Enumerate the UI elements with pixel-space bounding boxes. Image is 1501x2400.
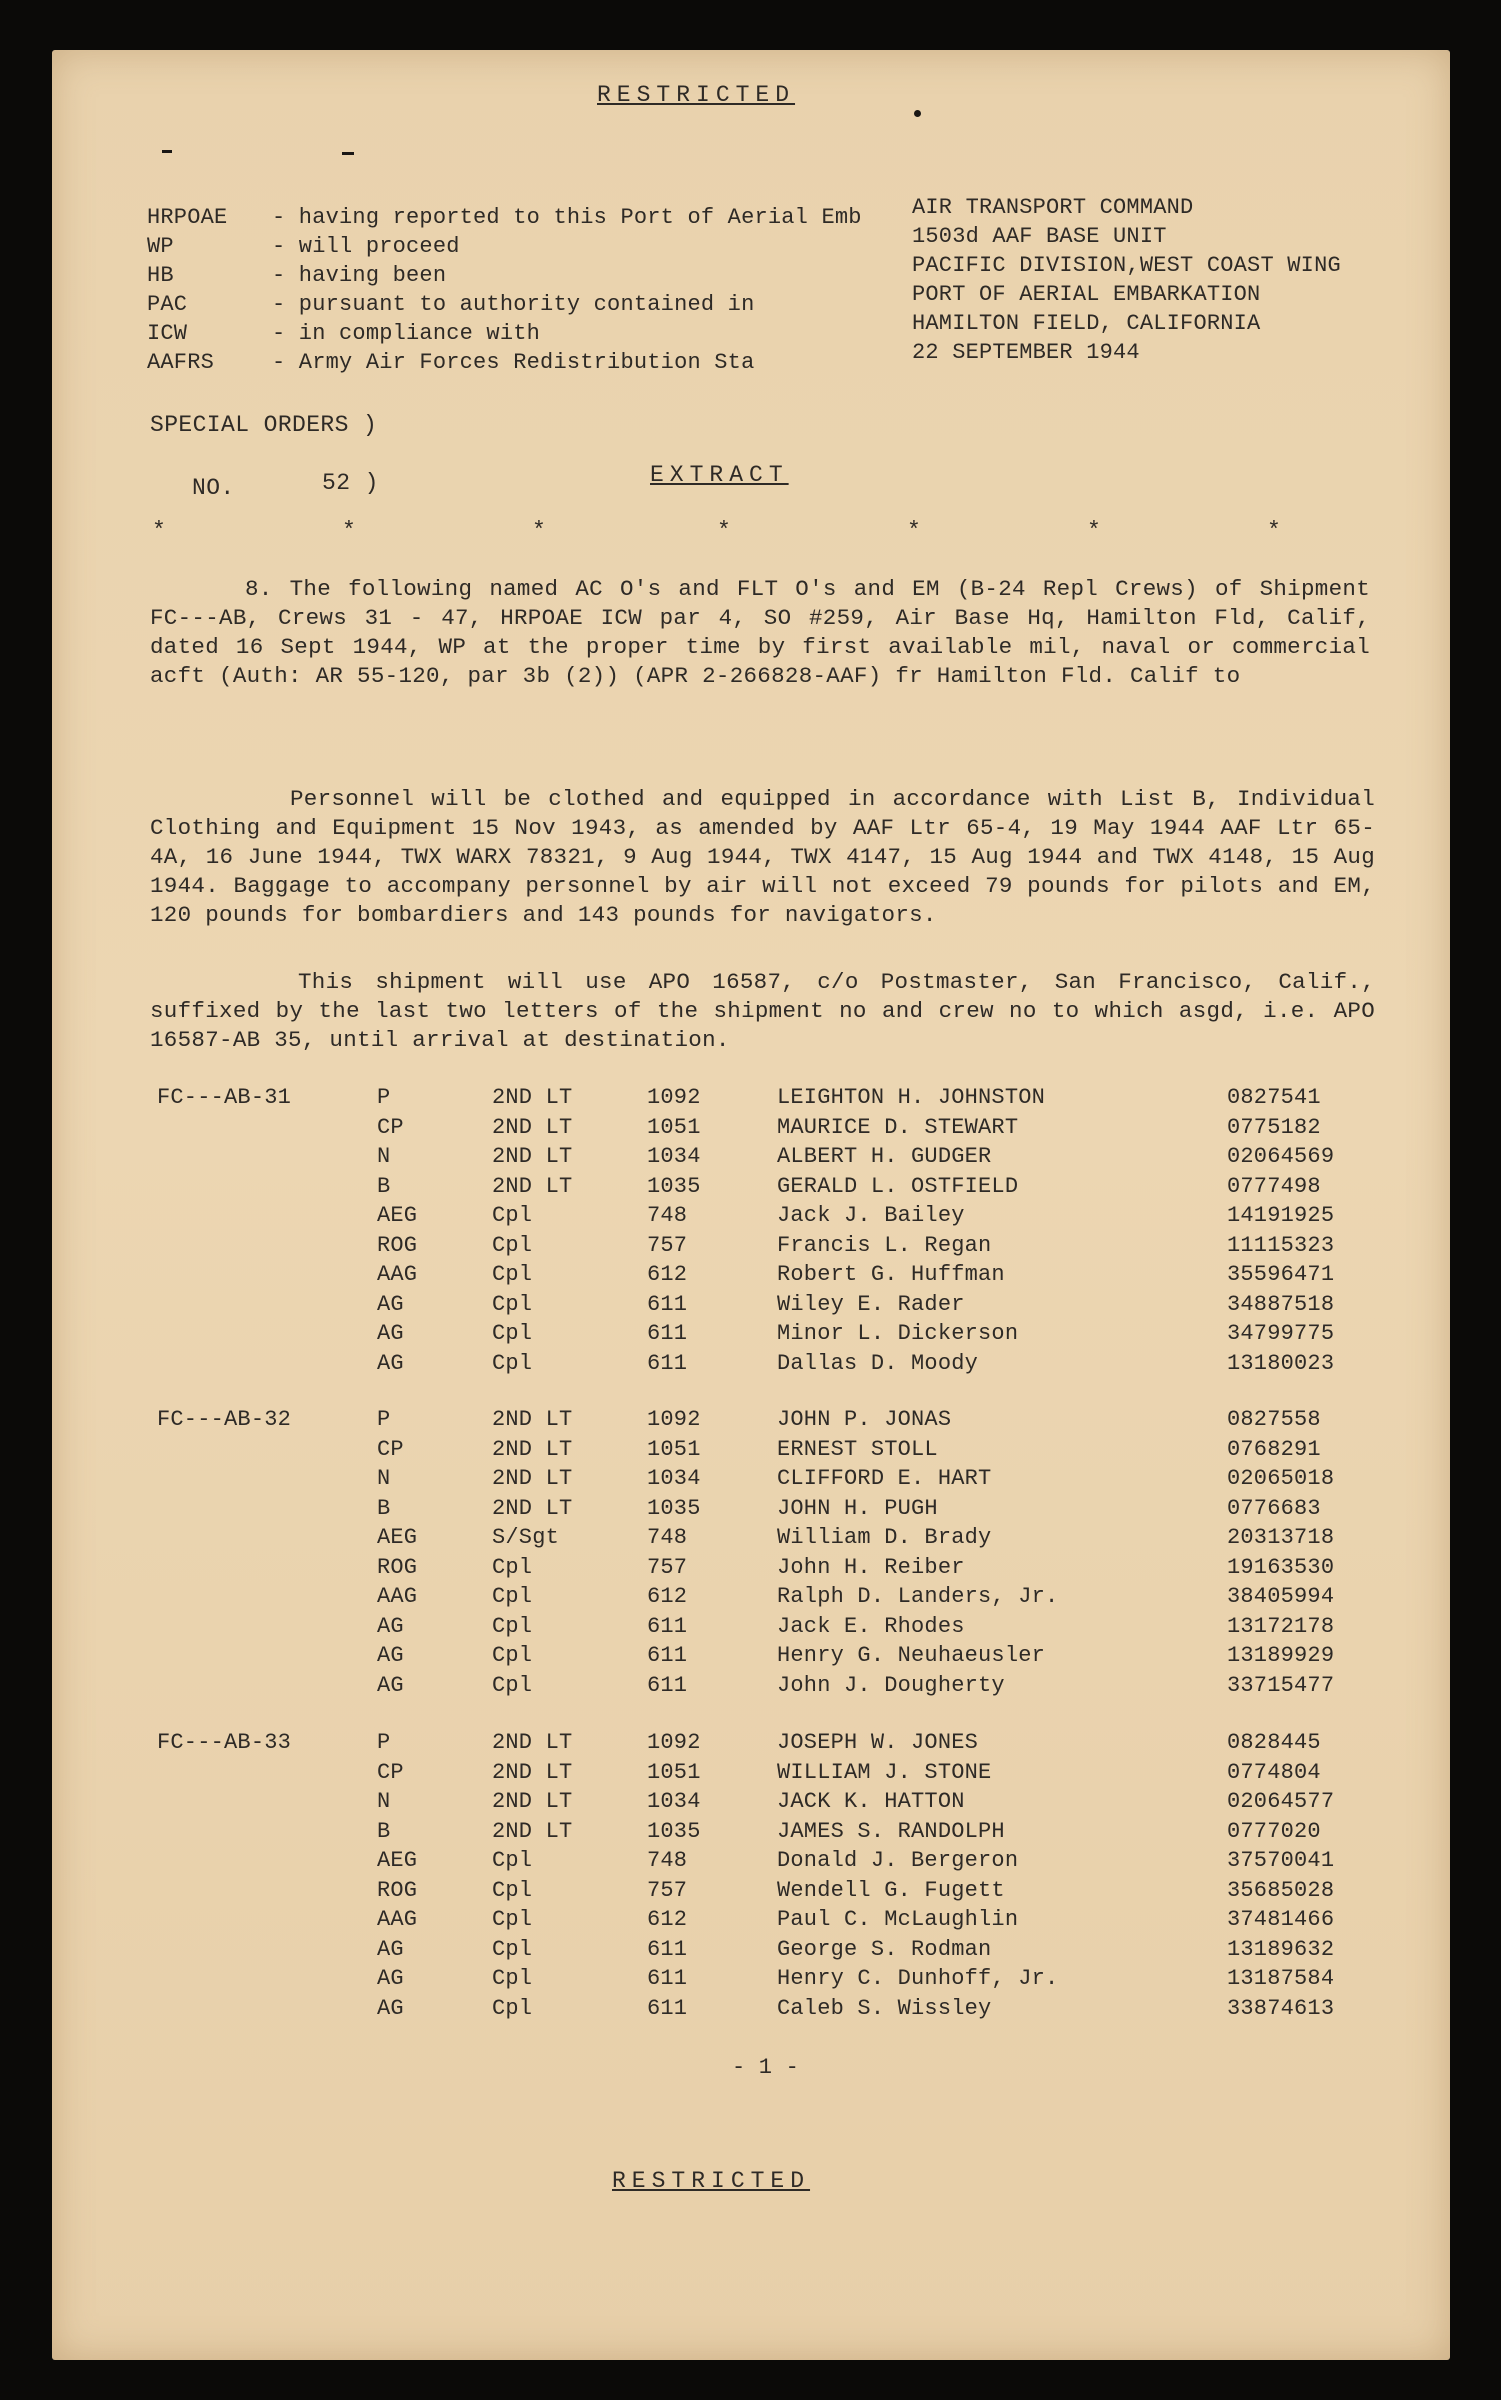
crew-member-rank: 2ND LT bbox=[492, 1759, 573, 1785]
crew-member-rank: 2ND LT bbox=[492, 1789, 573, 1814]
unit-header-line: HAMILTON FIELD, CALIFORNIA bbox=[912, 311, 1261, 336]
crew-member-name: Ralph D. Landers, Jr. bbox=[777, 1584, 1059, 1609]
crew-member-row bbox=[52, 1351, 1450, 1380]
stray-mark bbox=[914, 110, 921, 117]
order-number: 52 ) bbox=[322, 470, 379, 496]
crew-member-pos: AG bbox=[377, 1672, 404, 1698]
crew-member-mos: 611 bbox=[647, 1966, 688, 1991]
paragraph-clothing: Personnel will be clothed and equipped in accordance with List B, Individual Clothing and Equipment 15 Nov 1943, as amended by AAF Ltr 65-4, 19 May 1944 AAF Ltr 65-4A, 16 June 1944, TWX WARX 78321, 9 Aug 1944, TWX 4147, 15 Aug 1944 and TWX 4148, 15 Aug 1944. Baggage to accompany personnel by air will not exceed 79 pounds for pilots and EM, 120 pounds for bombardiers and 143 pounds for navigators. bbox=[150, 786, 1375, 928]
crew-member-pos: AG bbox=[377, 1966, 404, 1991]
crew-member-name: William D. Brady bbox=[777, 1525, 992, 1550]
crew-member-row bbox=[52, 1262, 1450, 1291]
crew-member-serial: 0827541 bbox=[1227, 1085, 1321, 1110]
crew-member-mos: 1035 bbox=[647, 1818, 701, 1844]
crew-member-serial: 33715477 bbox=[1227, 1672, 1335, 1698]
crew-member-rank: 2ND LT bbox=[492, 1144, 573, 1169]
crew-member-row bbox=[52, 1407, 1450, 1436]
crew-member-mos: 612 bbox=[647, 1262, 688, 1287]
crew-member-row bbox=[52, 1730, 1450, 1759]
paragraph-8: 8. The following named AC O's and FLT O's and EM (B-24 Repl Crews) of Shipment FC---AB, Crews 31 - 47, HRPOAE ICW par 4, SO #259, Air Base Hq, Hamilton Fld, Calif, dated 16 Sept 1944, WP at the proper time by first available mil, naval or commercial acft (Auth: AR 55-120, par 3b (2)) (APR 2-266828-AAF) fr Hamilton Fld. Calif to bbox=[150, 576, 1370, 689]
crew-member-rank: 2ND LT bbox=[492, 1085, 573, 1110]
paragraph-apo: This shipment will use APO 16587, c/o Postmaster, San Francisco, Calif., suffixed by the last two letters of the shipment no and crew no to which asgd, i.e. APO 16587-AB 35, until arrival at destination. bbox=[150, 969, 1375, 1053]
crew-member-pos: B bbox=[377, 1173, 391, 1199]
crew-member-rank: 2ND LT bbox=[492, 1173, 573, 1199]
crew-member-row bbox=[52, 1584, 1450, 1613]
crew-member-rank: Cpl bbox=[492, 1907, 533, 1932]
crew-member-mos: 748 bbox=[647, 1525, 688, 1550]
abbreviation-code: HB bbox=[147, 263, 174, 288]
crew-member-row bbox=[52, 1966, 1450, 1995]
crew-member-row bbox=[52, 1848, 1450, 1877]
abbreviation-code: ICW bbox=[147, 321, 188, 346]
crew-member-row bbox=[52, 1115, 1450, 1144]
page-number: - 1 - bbox=[732, 2055, 800, 2080]
extract-heading: EXTRACT bbox=[650, 462, 789, 488]
crew-member-mos: 1035 bbox=[647, 1495, 701, 1521]
star: * bbox=[1087, 518, 1102, 544]
crew-member-mos: 1051 bbox=[647, 1114, 701, 1140]
abbreviation-code: HRPOAE bbox=[147, 205, 228, 230]
abbreviation-code: WP bbox=[147, 234, 174, 259]
crew-member-name: JOSEPH W. JONES bbox=[777, 1730, 979, 1755]
crew-member-rank: Cpl bbox=[492, 1350, 533, 1376]
crew-member-row bbox=[52, 1673, 1450, 1702]
star: * bbox=[1267, 518, 1282, 544]
star: * bbox=[717, 518, 732, 544]
crew-member-pos: P bbox=[377, 1407, 391, 1432]
crew-member-name: WILLIAM J. STONE bbox=[777, 1759, 992, 1785]
crew-member-serial: 02064577 bbox=[1227, 1789, 1335, 1814]
crew-member-name: LEIGHTON H. JOHNSTON bbox=[777, 1085, 1046, 1110]
crew-member-mos: 611 bbox=[647, 1995, 688, 2021]
crew-member-row bbox=[52, 1907, 1450, 1936]
crew-member-name: Caleb S. Wissley bbox=[777, 1995, 992, 2021]
crew-id: FC---AB-32 bbox=[157, 1407, 292, 1432]
crew-member-name: Wendell G. Fugett bbox=[777, 1877, 1005, 1903]
crew-member-pos: CP bbox=[377, 1436, 404, 1462]
crew-member-pos: CP bbox=[377, 1114, 404, 1140]
crew-member-row bbox=[52, 1437, 1450, 1466]
crew-member-pos: N bbox=[377, 1466, 391, 1491]
stray-mark bbox=[342, 152, 354, 155]
crew-member-pos: AAG bbox=[377, 1907, 418, 1932]
crew-member-name: George S. Rodman bbox=[777, 1936, 992, 1962]
crew-member-rank: Cpl bbox=[492, 1995, 533, 2021]
crew-member-row bbox=[52, 1614, 1450, 1643]
crew-member-serial: 0774804 bbox=[1227, 1759, 1321, 1785]
crew-member-rank: 2ND LT bbox=[492, 1818, 573, 1844]
crew-member-name: Dallas D. Moody bbox=[777, 1350, 979, 1376]
crew-member-pos: AG bbox=[377, 1350, 404, 1376]
crew-member-rank: Cpl bbox=[492, 1877, 533, 1903]
unit-header-line: PORT OF AERIAL EMBARKATION bbox=[912, 282, 1261, 307]
stray-mark bbox=[162, 150, 172, 153]
crew-member-rank: Cpl bbox=[492, 1613, 533, 1639]
crew-member-pos: ROG bbox=[377, 1554, 418, 1580]
crew-member-rank: Cpl bbox=[492, 1966, 533, 1991]
crew-member-rank: 2ND LT bbox=[492, 1407, 573, 1432]
crew-member-rank: Cpl bbox=[492, 1936, 533, 1962]
crew-member-rank: Cpl bbox=[492, 1554, 533, 1580]
crew-member-pos: AG bbox=[377, 1936, 404, 1962]
crew-member-pos: B bbox=[377, 1818, 391, 1844]
crew-member-rank: 2ND LT bbox=[492, 1466, 573, 1491]
crew-member-name: GERALD L. OSTFIELD bbox=[777, 1173, 1019, 1199]
crew-member-mos: 612 bbox=[647, 1584, 688, 1609]
crew-member-pos: CP bbox=[377, 1759, 404, 1785]
crew-member-serial: 20313718 bbox=[1227, 1525, 1335, 1550]
crew-member-row bbox=[52, 1203, 1450, 1232]
crew-member-name: JAMES S. RANDOLPH bbox=[777, 1818, 1005, 1844]
crew-member-name: Jack E. Rhodes bbox=[777, 1613, 965, 1639]
crew-member-pos: AG bbox=[377, 1613, 404, 1639]
classification-bottom: RESTRICTED bbox=[612, 2168, 811, 2194]
crew-member-serial: 0768291 bbox=[1227, 1436, 1321, 1462]
crew-member-serial: 37570041 bbox=[1227, 1848, 1335, 1873]
crew-member-mos: 1051 bbox=[647, 1436, 701, 1462]
abbreviation-meaning: - will proceed bbox=[272, 234, 460, 259]
crew-member-serial: 34799775 bbox=[1227, 1321, 1335, 1346]
crew-member-rank: Cpl bbox=[492, 1232, 533, 1258]
crew-member-mos: 757 bbox=[647, 1877, 688, 1903]
crew-member-rank: Cpl bbox=[492, 1203, 533, 1228]
crew-member-serial: 0777498 bbox=[1227, 1173, 1321, 1199]
crew-member-name: Paul C. McLaughlin bbox=[777, 1907, 1019, 1932]
crew-member-pos: AAG bbox=[377, 1262, 418, 1287]
crew-member-mos: 757 bbox=[647, 1554, 688, 1580]
crew-member-row bbox=[52, 1643, 1450, 1672]
crew-member-name: ALBERT H. GUDGER bbox=[777, 1144, 992, 1169]
crew-member-serial: 0777020 bbox=[1227, 1818, 1321, 1844]
special-orders-label: SPECIAL ORDERS ) bbox=[150, 412, 378, 438]
crew-member-rank: Cpl bbox=[492, 1643, 533, 1668]
crew-member-pos: AG bbox=[377, 1321, 404, 1346]
crew-member-serial: 13180023 bbox=[1227, 1350, 1335, 1376]
crew-member-mos: 1034 bbox=[647, 1789, 701, 1814]
crew-member-pos: AEG bbox=[377, 1525, 418, 1550]
crew-member-serial: 14191925 bbox=[1227, 1203, 1335, 1228]
crew-member-serial: 0775182 bbox=[1227, 1114, 1321, 1140]
crew-member-mos: 1034 bbox=[647, 1466, 701, 1491]
crew-member-serial: 19163530 bbox=[1227, 1554, 1335, 1580]
crew-member-mos: 1092 bbox=[647, 1407, 701, 1432]
crew-member-row bbox=[52, 1085, 1450, 1114]
crew-member-serial: 37481466 bbox=[1227, 1907, 1335, 1932]
crew-member-name: MAURICE D. STEWART bbox=[777, 1114, 1019, 1140]
crew-member-pos: AG bbox=[377, 1995, 404, 2021]
abbreviation-meaning: - in compliance with bbox=[272, 321, 541, 346]
crew-member-row bbox=[52, 1878, 1450, 1907]
crew-member-mos: 611 bbox=[647, 1936, 688, 1962]
crew-member-row bbox=[52, 1819, 1450, 1848]
crew-member-mos: 611 bbox=[647, 1291, 688, 1317]
crew-member-mos: 757 bbox=[647, 1232, 688, 1258]
crew-member-serial: 13187584 bbox=[1227, 1966, 1335, 1991]
crew-member-mos: 611 bbox=[647, 1321, 688, 1346]
crew-member-serial: 02065018 bbox=[1227, 1466, 1335, 1491]
crew-member-row bbox=[52, 1996, 1450, 2025]
crew-member-rank: Cpl bbox=[492, 1321, 533, 1346]
crew-member-serial: 13172178 bbox=[1227, 1613, 1335, 1639]
crew-member-pos: N bbox=[377, 1144, 391, 1169]
crew-member-pos: P bbox=[377, 1085, 391, 1110]
crew-member-name: ERNEST STOLL bbox=[777, 1436, 938, 1462]
crew-member-pos: AG bbox=[377, 1291, 404, 1317]
crew-member-serial: 02064569 bbox=[1227, 1144, 1335, 1169]
star: * bbox=[532, 518, 547, 544]
crew-member-mos: 611 bbox=[647, 1672, 688, 1698]
crew-member-mos: 1035 bbox=[647, 1173, 701, 1199]
abbreviation-meaning: - pursuant to authority contained in bbox=[272, 292, 755, 317]
abbreviation-meaning: - having been bbox=[272, 263, 447, 288]
crew-member-serial: 33874613 bbox=[1227, 1995, 1335, 2021]
crew-member-name: Jack J. Bailey bbox=[777, 1203, 965, 1228]
crew-member-pos: P bbox=[377, 1730, 391, 1755]
document-page bbox=[52, 50, 1450, 2360]
crew-member-rank: 2ND LT bbox=[492, 1730, 573, 1755]
crew-member-mos: 612 bbox=[647, 1907, 688, 1932]
crew-member-rank: 2ND LT bbox=[492, 1495, 573, 1521]
crew-member-row bbox=[52, 1789, 1450, 1818]
crew-member-pos: AG bbox=[377, 1643, 404, 1668]
crew-member-name: Robert G. Huffman bbox=[777, 1262, 1005, 1287]
crew-id: FC---AB-31 bbox=[157, 1085, 292, 1110]
crew-member-name: John J. Dougherty bbox=[777, 1672, 1005, 1698]
crew-member-serial: 0827558 bbox=[1227, 1407, 1321, 1432]
unit-header-line: AIR TRANSPORT COMMAND bbox=[912, 195, 1194, 220]
crew-member-pos: B bbox=[377, 1495, 391, 1521]
crew-member-rank: 2ND LT bbox=[492, 1436, 573, 1462]
crew-member-rank: Cpl bbox=[492, 1262, 533, 1287]
star: * bbox=[152, 518, 167, 544]
star: * bbox=[907, 518, 922, 544]
crew-member-mos: 611 bbox=[647, 1613, 688, 1639]
crew-member-row bbox=[52, 1496, 1450, 1525]
unit-header-line: 1503d AAF BASE UNIT bbox=[912, 224, 1167, 249]
crew-member-name: CLIFFORD E. HART bbox=[777, 1466, 992, 1491]
crew-member-mos: 611 bbox=[647, 1643, 688, 1668]
crew-member-pos: N bbox=[377, 1789, 391, 1814]
crew-member-serial: 35596471 bbox=[1227, 1262, 1335, 1287]
crew-member-serial: 34887518 bbox=[1227, 1291, 1335, 1317]
abbreviation-code: PAC bbox=[147, 292, 188, 317]
crew-member-rank: Cpl bbox=[492, 1672, 533, 1698]
crew-member-rank: Cpl bbox=[492, 1848, 533, 1873]
crew-member-row bbox=[52, 1233, 1450, 1262]
crew-member-name: Henry G. Neuhaeusler bbox=[777, 1643, 1046, 1668]
order-number-label: NO. bbox=[192, 475, 235, 501]
crew-member-rank: 2ND LT bbox=[492, 1114, 573, 1140]
crew-member-pos: AAG bbox=[377, 1584, 418, 1609]
unit-header-line: PACIFIC DIVISION,WEST COAST WING bbox=[912, 253, 1341, 278]
crew-member-serial: 13189929 bbox=[1227, 1643, 1335, 1668]
crew-member-row bbox=[52, 1760, 1450, 1789]
crew-member-name: JACK K. HATTON bbox=[777, 1789, 965, 1814]
crew-member-mos: 1034 bbox=[647, 1144, 701, 1169]
abbreviation-meaning: - having reported to this Port of Aerial Emb bbox=[272, 205, 862, 230]
crew-member-row bbox=[52, 1292, 1450, 1321]
crew-member-serial: 11115323 bbox=[1227, 1232, 1335, 1258]
crew-member-row bbox=[52, 1525, 1450, 1554]
crew-member-serial: 35685028 bbox=[1227, 1877, 1335, 1903]
crew-member-mos: 748 bbox=[647, 1848, 688, 1873]
crew-member-name: Donald J. Bergeron bbox=[777, 1848, 1019, 1873]
crew-member-row bbox=[52, 1144, 1450, 1173]
unit-header-line: 22 SEPTEMBER 1944 bbox=[912, 340, 1140, 365]
crew-member-name: Henry C. Dunhoff, Jr. bbox=[777, 1966, 1059, 1991]
crew-member-pos: ROG bbox=[377, 1232, 418, 1258]
crew-member-row bbox=[52, 1466, 1450, 1495]
crew-member-serial: 13189632 bbox=[1227, 1936, 1335, 1962]
crew-member-name: JOHN P. JONAS bbox=[777, 1407, 952, 1432]
crew-member-pos: ROG bbox=[377, 1877, 418, 1903]
crew-member-pos: AEG bbox=[377, 1203, 418, 1228]
crew-member-row bbox=[52, 1174, 1450, 1203]
crew-member-serial: 0828445 bbox=[1227, 1730, 1321, 1755]
crew-member-name: JOHN H. PUGH bbox=[777, 1495, 938, 1521]
crew-member-rank: S/Sgt bbox=[492, 1525, 560, 1550]
crew-member-row bbox=[52, 1321, 1450, 1350]
crew-member-row bbox=[52, 1555, 1450, 1584]
abbreviation-meaning: - Army Air Forces Redistribution Sta bbox=[272, 350, 755, 375]
classification-top: RESTRICTED bbox=[597, 82, 796, 108]
star: * bbox=[342, 518, 357, 544]
crew-member-mos: 611 bbox=[647, 1350, 688, 1376]
crew-member-row bbox=[52, 1937, 1450, 1966]
crew-member-mos: 748 bbox=[647, 1203, 688, 1228]
crew-member-serial: 0776683 bbox=[1227, 1495, 1321, 1521]
crew-member-mos: 1092 bbox=[647, 1085, 701, 1110]
crew-member-rank: Cpl bbox=[492, 1584, 533, 1609]
crew-member-mos: 1051 bbox=[647, 1759, 701, 1785]
crew-member-mos: 1092 bbox=[647, 1730, 701, 1755]
crew-member-name: Francis L. Regan bbox=[777, 1232, 992, 1258]
crew-id: FC---AB-33 bbox=[157, 1730, 292, 1755]
crew-member-name: Wiley E. Rader bbox=[777, 1291, 965, 1317]
crew-member-serial: 38405994 bbox=[1227, 1584, 1335, 1609]
crew-member-pos: AEG bbox=[377, 1848, 418, 1873]
crew-member-rank: Cpl bbox=[492, 1291, 533, 1317]
crew-member-name: John H. Reiber bbox=[777, 1554, 965, 1580]
crew-member-name: Minor L. Dickerson bbox=[777, 1321, 1019, 1346]
abbreviation-code: AAFRS bbox=[147, 350, 215, 375]
